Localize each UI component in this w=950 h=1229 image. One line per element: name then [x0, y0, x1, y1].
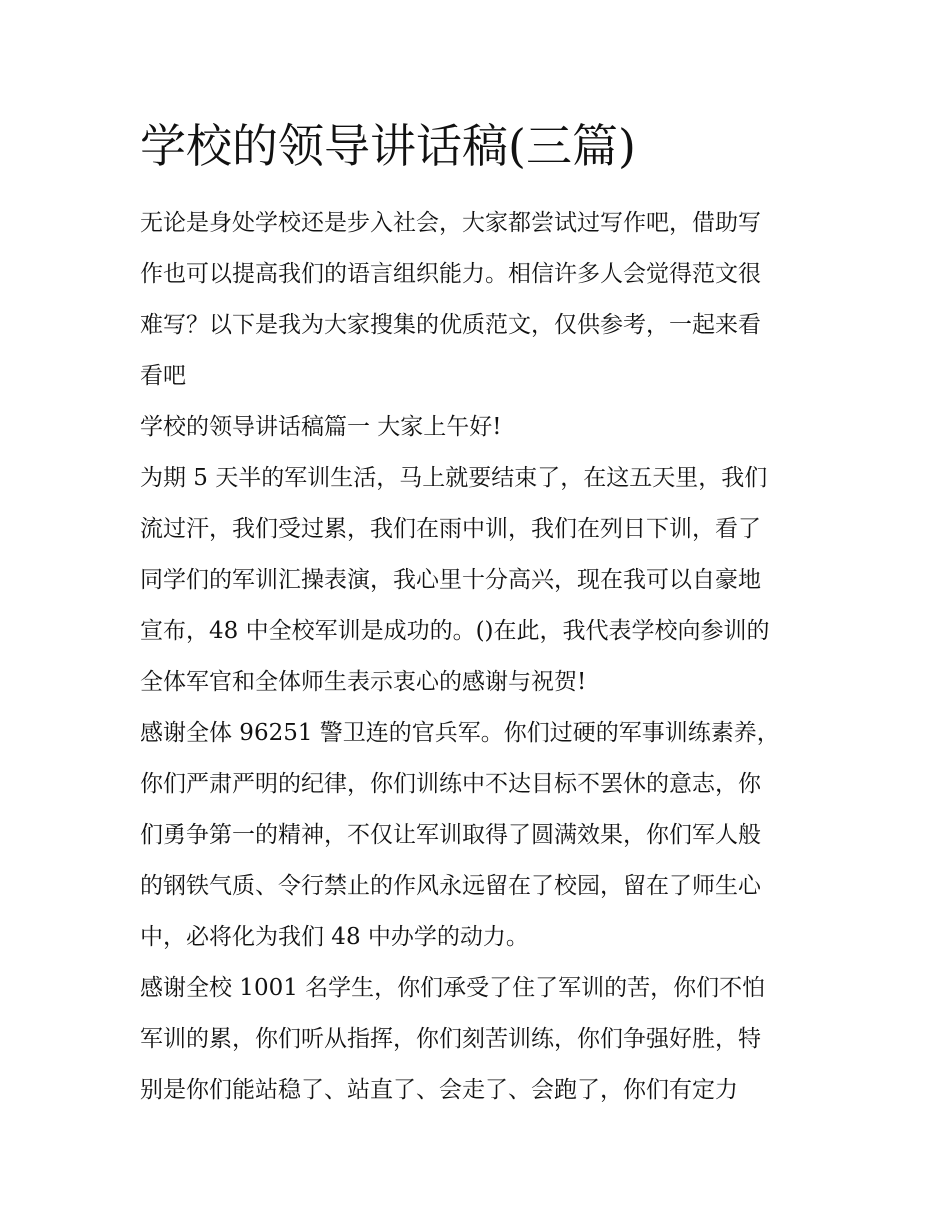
text-line: 全体军官和全体师生表示衷心的感谢与祝贺!	[140, 669, 587, 695]
text-line: 流过汗，我们受过累，我们在雨中训，我们在列日下训，看了	[140, 516, 761, 542]
text-line: 同学们的军训汇操表演，我心里十分高兴，现在我可以自豪地	[140, 567, 761, 593]
text-line: 无论是身处学校还是步入社会，大家都尝试过写作吧，借助写	[140, 210, 761, 236]
text-line: 难写？以下是我为大家搜集的优质范文，仅供参考，一起来看	[140, 312, 761, 338]
text-line: 别是你们能站稳了、站直了、会走了、会跑了，你们有定力	[140, 1077, 738, 1103]
text-line: 你们严肃严明的纪律，你们训练中不达目标不罢休的意志，你	[140, 771, 761, 797]
document-body	[140, 110, 815, 1116]
text-line: 中，必将化为我们 48 中办学的动力。	[140, 924, 529, 950]
text-line: 的钢铁气质、令行禁止的作风永远留在了校园，留在了师生心	[140, 873, 761, 899]
document-title: 学校的领导讲话稿(三篇)	[140, 119, 636, 173]
text-line: 宣布，48 中全校军训是成功的。()在此，我代表学校向参训的	[140, 618, 770, 644]
text-line: 看吧	[140, 363, 186, 389]
text-line: 感谢全校 1001 名学生，你们承受了住了军训的苦，你们不怕	[140, 975, 766, 1001]
text-line: 感谢全体 96251 警卫连的官兵军。你们过硬的军事训练素养，	[140, 720, 780, 746]
text-line: 为期 5 天半的军训生活，马上就要结束了，在这五天里，我们	[140, 465, 768, 491]
document-text	[140, 198, 815, 1116]
text-line: 们勇争第一的精神，不仅让军训取得了圆满效果，你们军人般	[140, 822, 761, 848]
text-line: 作也可以提高我们的语言组织能力。相信许多人会觉得范文很	[140, 261, 761, 287]
text-line: 军训的累，你们听从指挥，你们刻苦训练，你们争强好胜，特	[140, 1026, 761, 1052]
section-heading-line: 学校的领导讲话稿篇一 大家上午好!	[140, 414, 502, 440]
